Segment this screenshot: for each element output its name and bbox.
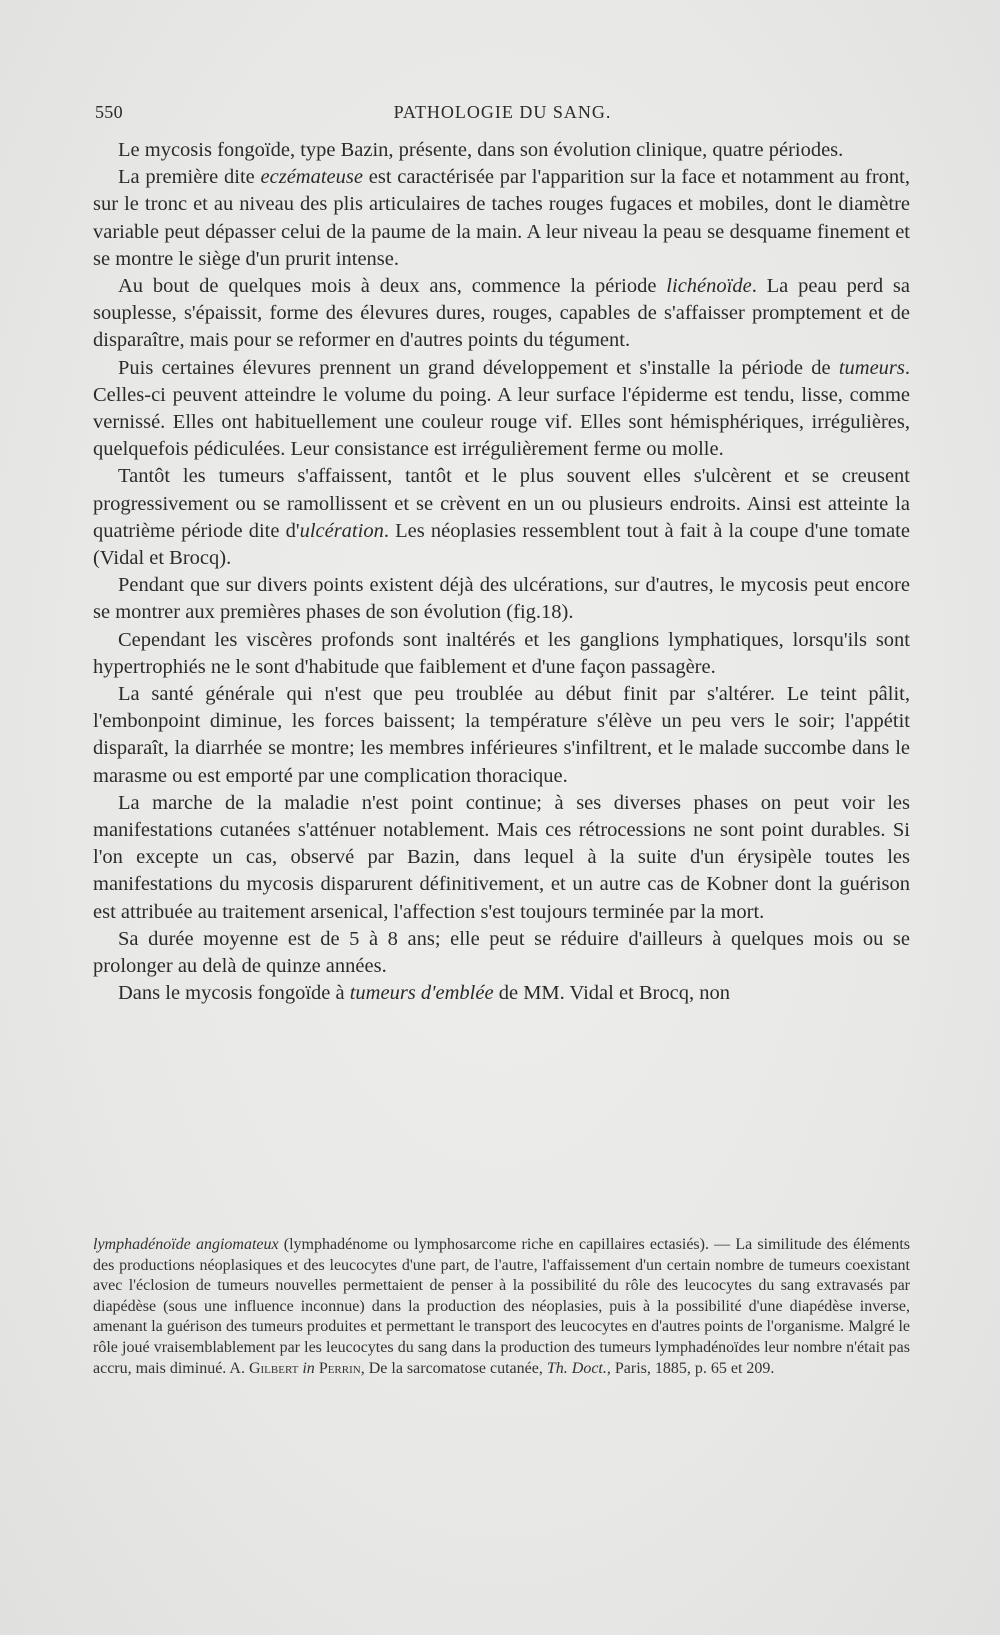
paragraph-intro: Le mycosis fongoïde, type Bazin, présente, dans son évolution clinique, quatre périodes.: [118, 139, 844, 161]
paragraph-duration: Sa durée moyenne est de 5 à 8 ans; elle peut se réduire d'ailleurs à quelques mois ou se prolonger au delà de quinze années.: [93, 927, 910, 978]
paragraph-ulceration: Tantôt les tumeurs s'affaissent, tantôt et le plus souvent elles s'ulcèrent et se creusent progressivement ou se ramollissent et se crèvent en un ou plusieurs endroits. Ainsi est atteinte la quatrième période dite d'ulcération. Les néoplasies ressemblent tout à fait à la coupe d'une tomate (Vidal et Brocq).: [93, 465, 910, 570]
main-text: [93, 137, 910, 1008]
paragraph-tumors: Puis certaines élevures prennent un grand développement et s'installe la période de tumeurs. Celles-ci peuvent atteindre le volume du poing. A leur surface l'épiderme est tendu, lisse, comme vernissé. Elles ont habituellement une couleur rouge vif. Elles sont hémisphériques, irrégulières, quelquefois pédiculées. Leur consistance est irrégulièrement ferme ou molle.: [93, 356, 910, 461]
paragraph-lichenoid: Au bout de quelques mois à deux ans, commence la période lichénoïde. La peau perd sa souplesse, s'épaissit, forme des élevures dures, rouges, capables de s'affaisser promptement et de disparaître, mais pour se reformer en d'autres points du tégument.: [93, 275, 910, 352]
paragraph-tumeurs-demblee: Dans le mycosis fongoïde à tumeurs d'emblée de MM. Vidal et Brocq, non: [118, 982, 730, 1005]
page-header: [95, 102, 910, 130]
page-number: 550: [95, 102, 123, 122]
footnote: [93, 1235, 910, 1379]
paragraph-eczematous: La première dite eczémateuse est caractérisée par l'apparition sur la face et notamment au front, sur le tronc et au niveau des plis articulaires de taches rouges fugaces et mobiles, dont le diamètre variable peut dépasser celui de la paume de la main. A leur niveau la peau se desquame finement et se montre le siège d'un prurit intense.: [93, 166, 910, 270]
paragraph-course: La marche de la maladie n'est point continue; à ses diverses phases on peut voir les manifestations cutanées s'atténuer notablement. Mais ces rétrocessions ne sont point durables. Si l'on excepte un cas, observé par Bazin, dans lequel à la suite d'un érysipèle toutes les manifestations du mycosis disparurent définitivement, et un autre cas de Kobner dont la guérison est attribuée au traitement arsenical, l'affection s'est toujours terminée par la mort.: [93, 791, 910, 923]
paragraph-viscera: Cependant les viscères profonds sont inaltérés et les ganglions lymphatiques, lorsqu'ils sont hypertrophiés ne le sont d'habitude que faiblement et d'une façon passagère.: [93, 628, 910, 678]
running-title: PATHOLOGIE DU SANG.: [393, 102, 612, 122]
paragraph-phases: Pendant que sur divers points existent déjà des ulcérations, sur d'autres, le mycosis peut encore se montrer aux premières phases de son évolution (fig.18).: [93, 574, 910, 624]
footnote-text: lymphadénoïde angiomateux (lymphadénome ou lymphosarcome riche en capillaires ectasiés). — La similitude des éléments des productions néoplasiques et des leucocytes d'une part, de l'autre, l'affaissement d'un certain nombre de tumeurs coexistant avec l'éclosion de tumeurs nouvelles permettaient de penser à la possibilité du rôle des leucocytes du sang extravasés par diapédèse (sous une influence inconnue) dans la production des néoplasies, puis à la possibilité d'une diapédèse inverse, amenant la guérison des tumeurs produites et permettant le transport des leucocytes en d'autres points de l'organisme. Malgré le rôle joué vraisemblablement par les leucocytes du sang dans la production des tumeurs lymphadénoïdes leur nombre n'était pas accru, mais diminué. A. Gilbert in Perrin, De la sarcomatose cutanée, Th. Doct., Paris, 1885, p. 65 et 209.: [93, 1236, 910, 1377]
paragraph-general-health: La santé générale qui n'est que peu troublée au début finit par s'altérer. Le teint pâlit, l'embonpoint diminue, les forces baissent; la température s'élève un peu vers le soir; l'appétit disparaît, la diarrhée se montre; les membres inférieures s'infiltrent, et le malade succombe dans le marasme ou est emporté par une complication thoracique.: [93, 683, 910, 787]
